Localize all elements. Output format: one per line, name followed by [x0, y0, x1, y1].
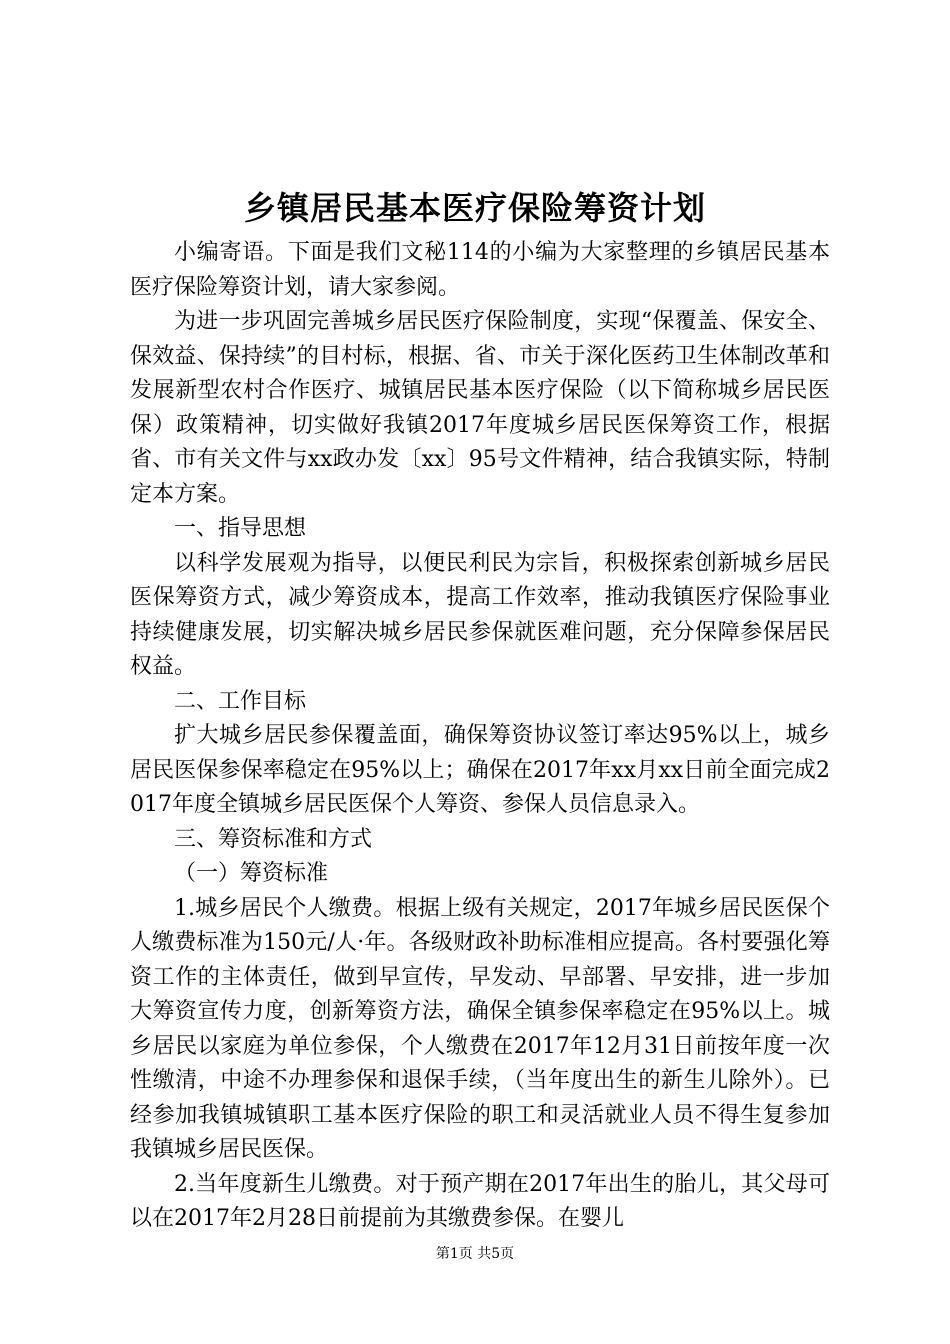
- document-body: [130, 236, 830, 1237]
- paragraph-individual-payment: 1.城乡居民个人缴费。根据上级有关规定，2017年城乡居民医保个人缴费标准为150元/人·年。各级财政补助标准相应提高。各村要强化筹资工作的主体责任，做到早宣传，早发动、早部署、早安排，进一步加大筹资宣传力度，创新筹资方法，确保全镇参保率稳定在95%以上。城乡居民以家庭为单位参保，个人缴费在2017年12月31日前按年度一次性缴清，中途不办理参保和退保手续，（当年度出生的新生儿除外）。已经参加我镇城镇职工基本医疗保险的职工和灵活就业人员不得生复参加我镇城乡居民医保。: [130, 895, 830, 1162]
- paragraph-newborn-payment: 2.当年度新生儿缴费。对于预产期在2017年出生的胎儿，其父母可以在2017年2月28日前提前为其缴费参保。在婴儿: [130, 1171, 830, 1231]
- paragraph-purpose: 为进一步巩固完善城乡居民医疗保险制度，实现“保覆盖、保安全、保效益、保持续”的目村标，根据、省、市关于深化医药卫生体制改革和发展新型农村合作医疗、城镇居民基本医疗保险（以下简称城乡居民医保）政策精神，切实做好我镇2017年度城乡居民医保筹资工作，根据省、市有关文件与xx政办发〔xx〕95号文件精神，结合我镇实际，特制定本方案。: [130, 309, 830, 507]
- paragraph-intro: 小编寄语。下面是我们文秘114的小编为大家整理的乡镇居民基本医疗保险筹资计划，请大家参阅。: [130, 240, 830, 300]
- subsection-heading-funding-standards: （一）筹资标准: [174, 861, 329, 886]
- paragraph-guiding-ideology: 以科学发展观为指导，以便民利民为宗旨，积极探索创新城乡居民医保筹资方式，减少筹资成本，提高工作效率，推动我镇医疗保险事业持续健康发展，切实解决城乡居民参保就医难问题，充分保障参保居民权益。: [130, 550, 830, 679]
- document-title: 乡镇居民基本医疗保险筹资计划: [243, 189, 706, 227]
- section-heading-funding-standards: 三、筹资标准和方式: [174, 826, 373, 852]
- section-heading-work-goals: 二、工作目标: [174, 688, 307, 714]
- section-heading-guiding-ideology: 一、指导思想: [174, 516, 307, 541]
- page-number-footer: 第1页 共5页: [435, 1246, 515, 1262]
- paragraph-work-goals: 扩大城乡居民参保覆盖面，确保筹资协议签订率达95%以上，城乡居民医保参保率稳定在95%以上；确保在2017年xx月xx日前全面完成2017年度全镇城乡居民医保个人筹资、参保人员信息录入。: [130, 723, 830, 817]
